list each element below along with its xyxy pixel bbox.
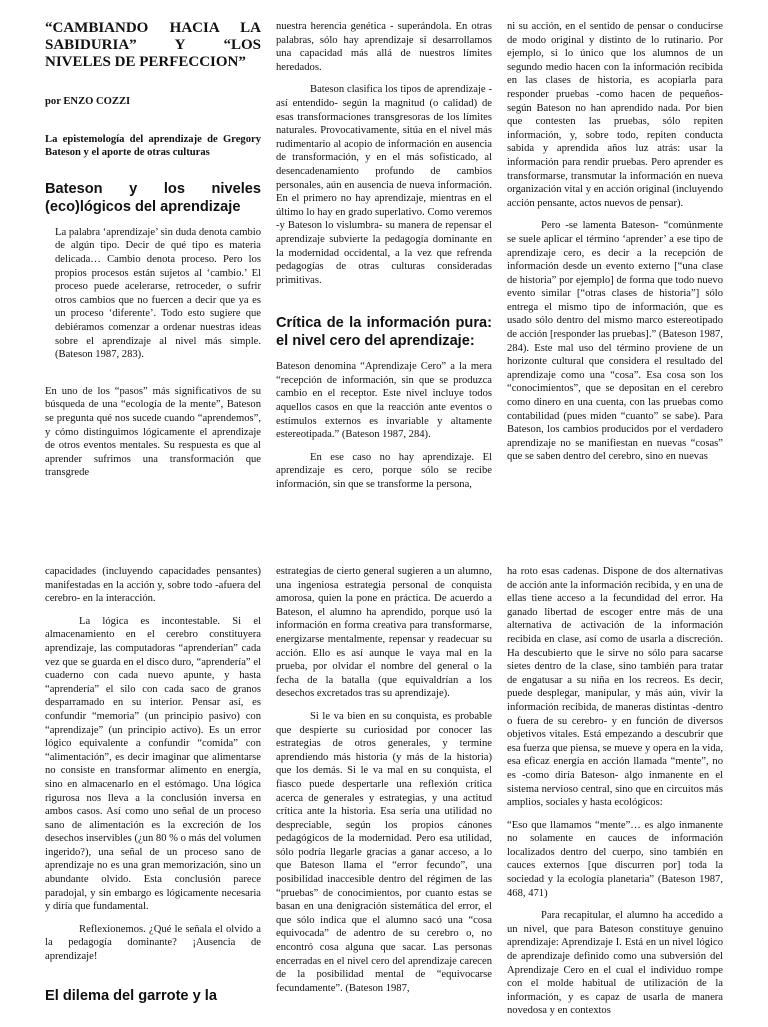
section-heading-bateson: Bateson y los niveles (eco)lógicos del aprendizaje — [45, 180, 261, 215]
section-heading-critica: Crítica de la información pura: el nivel cero del aprendizaje: — [276, 315, 492, 350]
paragraph: ha roto esas cadenas. Dispone de dos alternativas de acción ante la información recibida, y en una de ellas tiene acceso a la fecundidad del error. Ha ganado libertad de escoger entre más de una alternativa de activación de la información recibida en clase, así como de usarla a discreción. Ha descubierto que le sirve no sólo para sacarse sietes dentro de la clase, sino también para tratar de engatusar a su niña en los recreos. Es decir, puede desplegar, manipular, y más aún, vivir la información recibida, de maneras distintas -dentro o fuera de su cerebro- y en función de diversos objetivos vitales. Está empezando a descubrir que esa fuerza que piensa, se mueve y opera en la vida, esa eficaz energía en acción llamada “mente”, no es -como diría Bateson- algo inmanente en el sistema nervioso central, sino que en circuitos más amplios, sociales y hasta ecológicos: — [507, 566, 723, 809]
paragraph: Bateson denomina “Aprendizaje Cero” a la mera “recepción de información, sin que se produzca cambio en el receptor. Este nivel incluye todos aquellos casos en que la reacción ante eventos o estímulos externos es invariable y altamente estereotipada.” (Bateson 1987, 284). — [276, 361, 492, 441]
paragraph: estrategias de cierto general sugieren a un alumno, una ingeniosa estrategia personal de conquista amorosa, quien la pone en práctica. De acuerdo a Bateson, el alumno ha aprendido, porque usó la información en forma creativa para transformarse, energizarse mentalmente, repensar y readecuar su acción. Ello es así aunque le vaya mal en la prueba, por olvidar el nombre del general o la fecha de la batalla (que equivaldrían a los desechos excretados tras su aprendizaje). — [276, 566, 492, 700]
paragraph: capacidades (incluyendo capacidades pensantes) manifestadas en la acción y, sobre todo -afuera del cerebro- en la interacción. — [45, 566, 261, 605]
section-heading-dilema: El dilema del garrote y la — [45, 987, 217, 1004]
paragraph: En uno de los “pasos” más significativos de su búsqueda de una “ecología de la mente”, Bateson se pregunta qué nos sucede cuando “aprendemos”, y cómo distinguimos lógicamente el aprendizaje de otros eventos mentales. Su respuesta es que al aprender sufrimos una transformación que transgrede — [45, 385, 261, 479]
article-title: “CAMBIANDO HACIA LA SABIDURIA” Y “LOS NIVELES DE PERFECCION” — [45, 20, 261, 70]
page2-column-1 — [45, 565, 261, 1015]
block-quote: “Eso que llamamos “mente”… es algo inmanente no solamente en cauces de información localizados dentro del cuerpo, sino también en cauces externos [que discurren por] toda la sociedad y la ecología planetaria” (Bateson 1987, 468, 471) — [507, 819, 723, 899]
page1-column-3 — [507, 20, 723, 473]
paragraph: La lógica es incontestable. Si el almacenamiento en el cerebro constituyera aprendizaje, las computadoras “aprenderían” cada vez que se guarda en el disco duro, “aprendería” el cuaderno con cada nuevo apunte, y hasta “aprendería” el silo con cada saco de granos desparramado en su interior. Pensar así, es confundir “memoria” (un principio pasivo) con “aprendizaje” (un principio activo). Es un error lógico equivalente a confundir “comida” con “alimentación”, es decir imaginar que alimentarse no consiste en transformar alimento en energía, sino en almacenarlo en el estómago. Una lógica rigurosa nos lleva a la conclusión inversa en ambos casos. Así como uno señal de un proceso sano de alimentación es la excreción de los desechos inservibles (¿un 80 % o más del volumen ingerido?), una señal de un proceso sano de aprendizaje no es una gran memorización, sino un abundante olvido. Esta conclusión parece paradojal, y sin embargo es lógicamente necesaria y diría que fundamental. — [45, 615, 261, 913]
paragraph: Si le va bien en su conquista, es probable que despierte su curiosidad por conocer las estrategias de otros generales, y termine aprendiendo más historia (y más de la historia) que los demás. Si le va mal en su conquista, el fiasco puede despertarle una reflexión crítica acerca de generales y estrategias, y una actitud crítica ante la historia. Esa sería una utilidad no despreciable, según los propios cánones pedagógicos de la modernidad. Pero esa utilidad, sólo podría llegarle gracias a ganar acceso, a lo que Bateson llama el “error fecundo”, una posibilidad inaccesible dentro del régimen de las “pruebas” de conocimientos, por cuanto estas se basan en una denigración sistemática del error, el que sólo indica que el alumno sacó una “cosa equivocada” de adentro de su cerebro o, no encontró cosa alguna que sacar. Las personas encerradas en el nivel cero del aprendizaje carecen de la posibilidad mental de “equivocarse fecundamente”. (Bateson 1987, — [276, 710, 492, 994]
paragraph: Pero -se lamenta Bateson- “comúnmente se suele aplicar el término ‘aprender’ a ese tipo de aprendizaje cero, es decir a la recepción de información desde un evento externo [“una clase de historia” por ejemplo] de forma que todo nuevo evento similar [“otras clases de historia”] sólo entrega el mismo tipo de información, que es usado sólo dentro del mismo marco estereotipado de acción [responder las pruebas].” (Bateson 1987, 284). Este mal uso del término proviene de un horizonte cultural que considera el resultado del aprendizaje como una “cosa”. Esa cosa son los “conocimientos”, que se depositan en el cerebro como dinero en una cuenta, con las pruebas como contabilidad (pues miden “cuanto” se sabe). Para Bateson, los cambios producidos por el verdadero aprendizaje no se manifiestan en nuevas “cosas” que se saben dentro del cerebro, sino en nuevas — [507, 220, 723, 463]
block-quote: La palabra ‘aprendizaje’ sin duda denota cambio de algún tipo. Decir de qué tipo es materia delicada… Cambio denota proceso. Pero los propios procesos están sujetos al ‘cambio.’ El proceso puede acelerarse, retroceder, o sufrir otros cambios que no fuercen a decir que ya es un proceso ‘diferente’. Todo esto sugiere que debiéramos comenzar a ordenar nuestras ideas sobre el aprendizaje al nivel más simple. (Bateson 1987, 283). — [55, 226, 261, 361]
paragraph: nuestra herencia genética - superándola. En otras palabras, sólo hay aprendizaje si desarrollamos una capacidad más allá de nuestros límites heredados. — [276, 21, 492, 73]
paragraph: Para recapitular, el alumno ha accedido a un nivel, que para Bateson constituye genuino aprendizaje: Aprendizaje I. Está en un nivel lógico de aprendizaje definido como una subversión del Aprendizaje Cero en el cual el individuo rompe con el molde habitual de utilización de la información, y es capaz de usarla de manera novedosa y en contextos — [507, 910, 723, 1017]
paragraph: En ese caso no hay aprendizaje. El aprendizaje es cero, porque sólo se recibe información, sin que se transforme la persona, — [276, 451, 492, 491]
article-author: por ENZO COZZI — [45, 96, 131, 107]
article-subtitle: La epistemología del aprendizaje de Gregory Bateson y el aporte de otras culturas — [45, 133, 261, 159]
page1-column-2 — [276, 20, 492, 501]
page2-column-2 — [276, 565, 492, 1004]
paragraph: Reflexionemos. ¿Qué le señala el olvido a la pedagogía dominante? ¡Ausencia de aprendizaje! — [45, 923, 261, 963]
page1-column-1 — [45, 20, 261, 489]
paragraph: ni su acción, en el sentido de pensar o conducirse de modo original y distinto de lo rutinario. Por ejemplo, si lo único que los alumnos de un segundo medio hacen con la información recibida en las clases de historia, es acopiarla para responder pruebas -como hacen de pequeños- según Bateson no han aprendido nada. Por bien que contesten las pruebas, sólo repiten información, y, sobre todo, repiten conducta sabida y aprendida años luz atrás: usar la información para rendir pruebas. Pero aprender es transformarse, transmutar la información en nueva organización vital y en acción original (incluyendo acción pensante, actos nuevos de pensar). — [507, 21, 723, 209]
paragraph: Bateson clasifica los tipos de aprendizaje -así entendido- según la magnitud (o calidad) de esas transformaciones transgresoras de los límites naturales. Provocativamente, sitúa en el nivel más rudimentario al acopio de información en ausencia de transformación, y en el más sofisticado, al desencadenamiento profundo de cambios personales, aún en ausencia de nueva información. En el primero no hay aprendizaje, mientras en el último lo hay en grado superlativo. Como veremos -y Bateson lo vislumbra- su manera de repensar el aprendizaje subvierte la pedagogía dominante en la modernidad occidental, a la vez que refrenda pedagogías de otras culturas consideradas primitivas. — [276, 84, 492, 286]
page2-column-3 — [507, 565, 723, 1027]
